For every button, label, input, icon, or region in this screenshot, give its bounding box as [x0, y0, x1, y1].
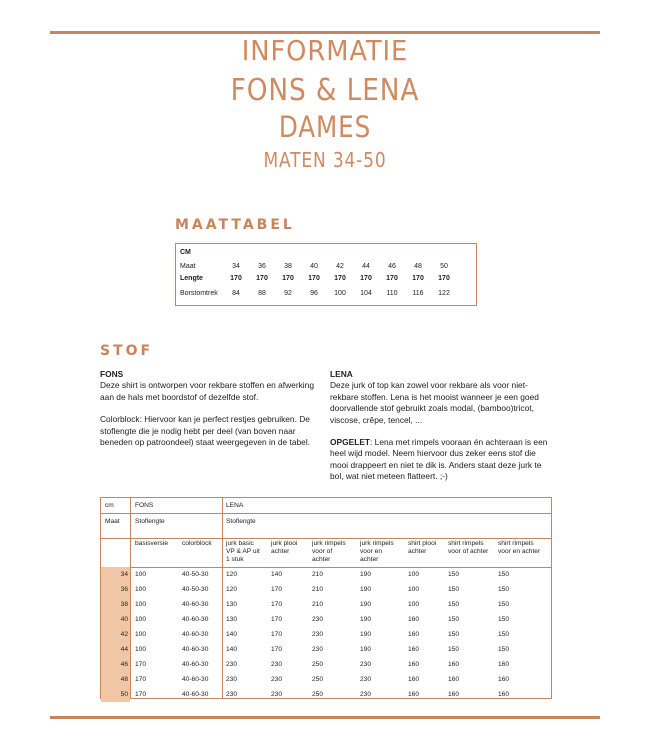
size-table-cell: 84	[232, 290, 240, 297]
fabric-table-cell: 100	[408, 586, 420, 593]
fabric-table-column-header-line: voor en achter	[498, 548, 541, 555]
fabric-table-column-header-line: achter	[360, 556, 379, 563]
fons-title: FONS	[100, 369, 124, 379]
fabric-table-cell: 230	[312, 616, 324, 623]
fabric-table-cell: 230	[312, 646, 324, 653]
fabric-table-column-header-line: jurk rimpels	[312, 540, 346, 547]
maattabel-heading: MAATTABEL	[175, 217, 295, 233]
size-table-cell: 110	[386, 290, 398, 297]
fabric-table-column-header-line: achter	[312, 556, 331, 563]
fabric-table-cell: 230	[271, 691, 283, 698]
opgelet-label: OPGELET	[330, 437, 371, 448]
fons-description	[100, 369, 322, 448]
fabric-table-column-header-line: jurk basic	[226, 540, 254, 547]
size-table-cell: 170	[360, 275, 372, 282]
fabric-table-size-cell: 40	[101, 612, 130, 627]
fabric-table-cell: 230	[271, 676, 283, 683]
size-table-cell: 170	[308, 275, 320, 282]
fabric-table-cell: 170	[135, 676, 147, 683]
fabric-table-cell: 230	[271, 661, 283, 668]
size-table-cell: 34	[232, 263, 240, 270]
fons-paragraph-1: Deze shirt is ontworpen voor rekbare stoffen en afwerking aan de hals met boordstof of dezelfde stof.	[100, 380, 314, 402]
fabric-table-cell: 210	[312, 586, 324, 593]
fabric-table-cell: 150	[448, 631, 460, 638]
size-table-cell: 42	[336, 263, 344, 270]
fabric-table-cell: 190	[360, 631, 372, 638]
fabric-table-cell: 40-50-30	[182, 586, 209, 593]
table-maat-label: Maat	[105, 518, 120, 525]
fabric-table-cell: 150	[498, 586, 510, 593]
opgelet-text: : Lena met rimpels vooraan én achteraan is een heel wijd model. Neem hiervoor dus zeker eens stof die mooi drappeert en niet te dik is. Anders staat deze jurk te bol, wat niet meteen flatteert. ;-)	[330, 437, 548, 482]
size-table-cell: 122	[438, 290, 450, 297]
fabric-table-cell: 250	[312, 676, 324, 683]
fabric-table-column-header	[271, 540, 297, 556]
fabric-table-cell: 190	[360, 586, 372, 593]
size-table-cell: 44	[362, 263, 370, 270]
fabric-table-column-header	[448, 540, 488, 556]
size-table-cell: 116	[412, 290, 424, 297]
fabric-table-cell: 210	[312, 571, 324, 578]
fabric-table-cell: 100	[408, 571, 420, 578]
fabric-table-column-header	[226, 540, 260, 564]
fabric-table-cell: 140	[226, 631, 238, 638]
fabric-table-cell: 100	[135, 631, 147, 638]
fabric-table-cell: 130	[226, 601, 238, 608]
fabric-table-column-header-line: colorblock	[182, 540, 212, 547]
lena-description	[330, 369, 552, 483]
fabric-table-cell: 170	[135, 661, 147, 668]
fabric-table-cell: 40-60-30	[182, 631, 209, 638]
size-table-cell: 48	[414, 263, 422, 270]
fabric-table-cell: 150	[498, 616, 510, 623]
size-table-cell: 170	[256, 275, 268, 282]
fabric-table-cell: 230	[226, 676, 238, 683]
fabric-table-column-header-line: VP & AP uit	[226, 548, 260, 555]
fabric-table-column-header-line: jurk rimpels	[360, 540, 394, 547]
fons-paragraph-2: Colorblock: Hiervoor kan je perfect restjes gebruiken. De stoflengte die je nodig hebt per deel (van boven naar beneden op patroondeel) staat weergegeven in de tabel.	[100, 414, 311, 448]
fabric-table-size-cell: 44	[101, 642, 130, 657]
size-table-row-label: Maat	[180, 263, 196, 270]
size-table-cell: 100	[334, 290, 346, 297]
size-table-cell: 38	[284, 263, 292, 270]
fabric-table-column-header	[135, 540, 168, 548]
fabric-table-cell: 190	[360, 616, 372, 623]
size-table-row-label: Borstomtrek	[180, 290, 218, 297]
divider-horizontal	[101, 567, 551, 568]
size-table-cell: 92	[284, 290, 292, 297]
fabric-table-cell: 160	[448, 691, 460, 698]
title-dames: DAMES	[278, 110, 372, 144]
fabric-table-cell: 160	[408, 631, 420, 638]
fabric-table-cell: 150	[498, 646, 510, 653]
lena-title: LENA	[330, 369, 353, 379]
fabric-table-cell: 160	[408, 661, 420, 668]
fabric-table-cell: 100	[135, 601, 147, 608]
fabric-table-cell: 150	[498, 571, 510, 578]
fabric-table-cell: 150	[448, 616, 460, 623]
size-table-row	[180, 263, 472, 273]
size-table-cell: 170	[334, 275, 346, 282]
size-table	[175, 243, 477, 306]
fabric-table-size-cell: 48	[101, 672, 130, 687]
size-table-cell: 46	[388, 263, 396, 270]
fabric-table-column-header	[498, 540, 540, 556]
fabric-table-cell: 100	[135, 586, 147, 593]
fabric-table-size-cell: 42	[101, 627, 130, 642]
divider-vertical	[222, 498, 223, 698]
fabric-table-cell: 160	[408, 646, 420, 653]
size-table-cell: 170	[412, 275, 424, 282]
fabric-table-cell: 40-60-30	[182, 601, 209, 608]
size-table-cell: 50	[440, 263, 448, 270]
table-lena-label: LENA	[226, 502, 244, 509]
size-table-row	[180, 275, 472, 285]
size-table-cell: 170	[438, 275, 450, 282]
size-table-cell: 88	[258, 290, 266, 297]
fabric-table-cell: 230	[226, 661, 238, 668]
fabric-table-cell: 190	[360, 646, 372, 653]
fabric-table-size-cell: 34	[101, 567, 130, 582]
fabric-table-cell: 120	[226, 571, 238, 578]
title-informatie: INFORMATIE	[241, 34, 409, 67]
fabric-table-column-header-line: jurk plooi	[271, 540, 298, 547]
fabric-table-column-header-line: shirt plooi	[408, 540, 437, 547]
fabric-table-column-header-line: shirt rimpels	[498, 540, 534, 547]
fabric-table-column-header-line: voor en	[360, 548, 382, 555]
fabric-table-cell: 170	[271, 601, 283, 608]
fabric-table-cell: 40-60-30	[182, 646, 209, 653]
fabric-table-column-header-line: voor of	[312, 548, 333, 555]
fabric-table-cell: 160	[408, 691, 420, 698]
fabric-table-cell: 170	[135, 691, 147, 698]
fabric-table-column-header	[182, 540, 212, 548]
fabric-table-cell: 40-60-30	[182, 661, 209, 668]
fabric-table-cell: 140	[226, 646, 238, 653]
fabric-table-cell: 170	[271, 616, 283, 623]
fabric-table-cell: 40-60-30	[182, 616, 209, 623]
fabric-table-cell: 190	[360, 571, 372, 578]
table-stoflengte-fons: Stoflengte	[135, 518, 165, 525]
size-table-row	[180, 290, 472, 300]
size-table-cell: 40	[310, 263, 318, 270]
fabric-table-column-header	[408, 540, 436, 556]
fabric-table-cell: 230	[360, 661, 372, 668]
fabric-table-cell: 210	[312, 601, 324, 608]
size-table-cell: 36	[258, 263, 266, 270]
lena-paragraph-1: Deze jurk of top kan zowel voor rekbare als voor niet-rekbare stoffen. Lena is het mooist wanneer je een goed doorvallende stof gebruikt zoals modal, (bamboo)tricot, viscose, crêpe, tencel, ...	[330, 380, 539, 425]
fabric-table-cell: 170	[271, 646, 283, 653]
fabric-table-cell: 160	[448, 676, 460, 683]
fabric-table-column-header-line: shirt rimpels	[448, 540, 484, 547]
stof-heading: STOF	[100, 343, 154, 359]
fabric-table-size-cell: 46	[101, 657, 130, 672]
fabric-table-cell: 150	[448, 571, 460, 578]
fabric-table-cell: 250	[312, 691, 324, 698]
fabric-table-cell: 40-50-30	[182, 571, 209, 578]
fabric-table-cell: 190	[360, 601, 372, 608]
fabric-table-cell: 130	[226, 616, 238, 623]
size-table-cell: 104	[360, 290, 372, 297]
fabric-table-cell: 170	[271, 631, 283, 638]
fabric-table-cell: 100	[135, 646, 147, 653]
fabric-table-cell: 170	[271, 586, 283, 593]
fabric-table-cell: 100	[408, 601, 420, 608]
fabric-table-column-header-line: basisversie	[135, 540, 168, 547]
fabric-table-cell: 150	[448, 586, 460, 593]
title-fons-lena: FONS & LENA	[230, 73, 420, 108]
divider-horizontal	[101, 513, 551, 514]
size-table-cell: 96	[310, 290, 318, 297]
fabric-table-cell: 140	[271, 571, 283, 578]
size-table-row-label: Lengte	[180, 275, 203, 282]
fabric-table-cell: 40-60-30	[182, 676, 209, 683]
fabric-table	[100, 497, 552, 699]
size-table-cell: 170	[282, 275, 294, 282]
fabric-table-cell: 160	[498, 676, 510, 683]
size-table-cell: 170	[386, 275, 398, 282]
fabric-table-size-cell: 36	[101, 582, 130, 597]
fabric-table-column-header	[312, 540, 346, 564]
table-fons-label: FONS	[135, 502, 154, 509]
fabric-table-cell: 100	[135, 616, 147, 623]
fabric-table-column-header-line: achter	[408, 548, 427, 555]
fabric-table-size-cell: 50	[101, 687, 130, 702]
fabric-table-cell: 230	[226, 691, 238, 698]
fabric-table-column-header-line: voor of achter	[448, 548, 489, 555]
size-table-cell: 170	[230, 275, 242, 282]
fabric-table-cell: 230	[360, 691, 372, 698]
fabric-table-column-header-line: 1 stuk	[226, 556, 244, 563]
table-cm-label: cm	[105, 502, 114, 509]
fabric-table-cell: 100	[135, 571, 147, 578]
fabric-table-cell: 150	[448, 601, 460, 608]
fabric-table-cell: 150	[448, 646, 460, 653]
fabric-table-cell: 160	[448, 661, 460, 668]
fabric-table-cell: 160	[498, 661, 510, 668]
fabric-table-cell: 150	[498, 601, 510, 608]
fabric-table-cell: 120	[226, 586, 238, 593]
lena-paragraph-2	[330, 437, 552, 483]
bottom-rule	[50, 716, 600, 719]
fabric-table-size-cell: 38	[101, 597, 130, 612]
fabric-table-cell: 150	[498, 631, 510, 638]
fabric-table-column-header	[360, 540, 394, 564]
fabric-table-cell: 160	[408, 676, 420, 683]
table-stoflengte-lena: Stoflengte	[226, 518, 256, 525]
divider-horizontal	[101, 538, 551, 539]
fabric-table-cell: 230	[360, 676, 372, 683]
fabric-table-cell: 40-60-30	[182, 691, 209, 698]
fabric-table-column-header-line: achter	[271, 548, 290, 555]
fabric-table-cell: 160	[498, 691, 510, 698]
title-maten: MATEN 34-50	[263, 148, 387, 172]
fabric-table-cell: 160	[408, 616, 420, 623]
fabric-table-cell: 230	[312, 631, 324, 638]
divider-vertical	[130, 498, 131, 698]
fabric-table-cell: 250	[312, 661, 324, 668]
size-table-unit: CM	[180, 249, 191, 256]
